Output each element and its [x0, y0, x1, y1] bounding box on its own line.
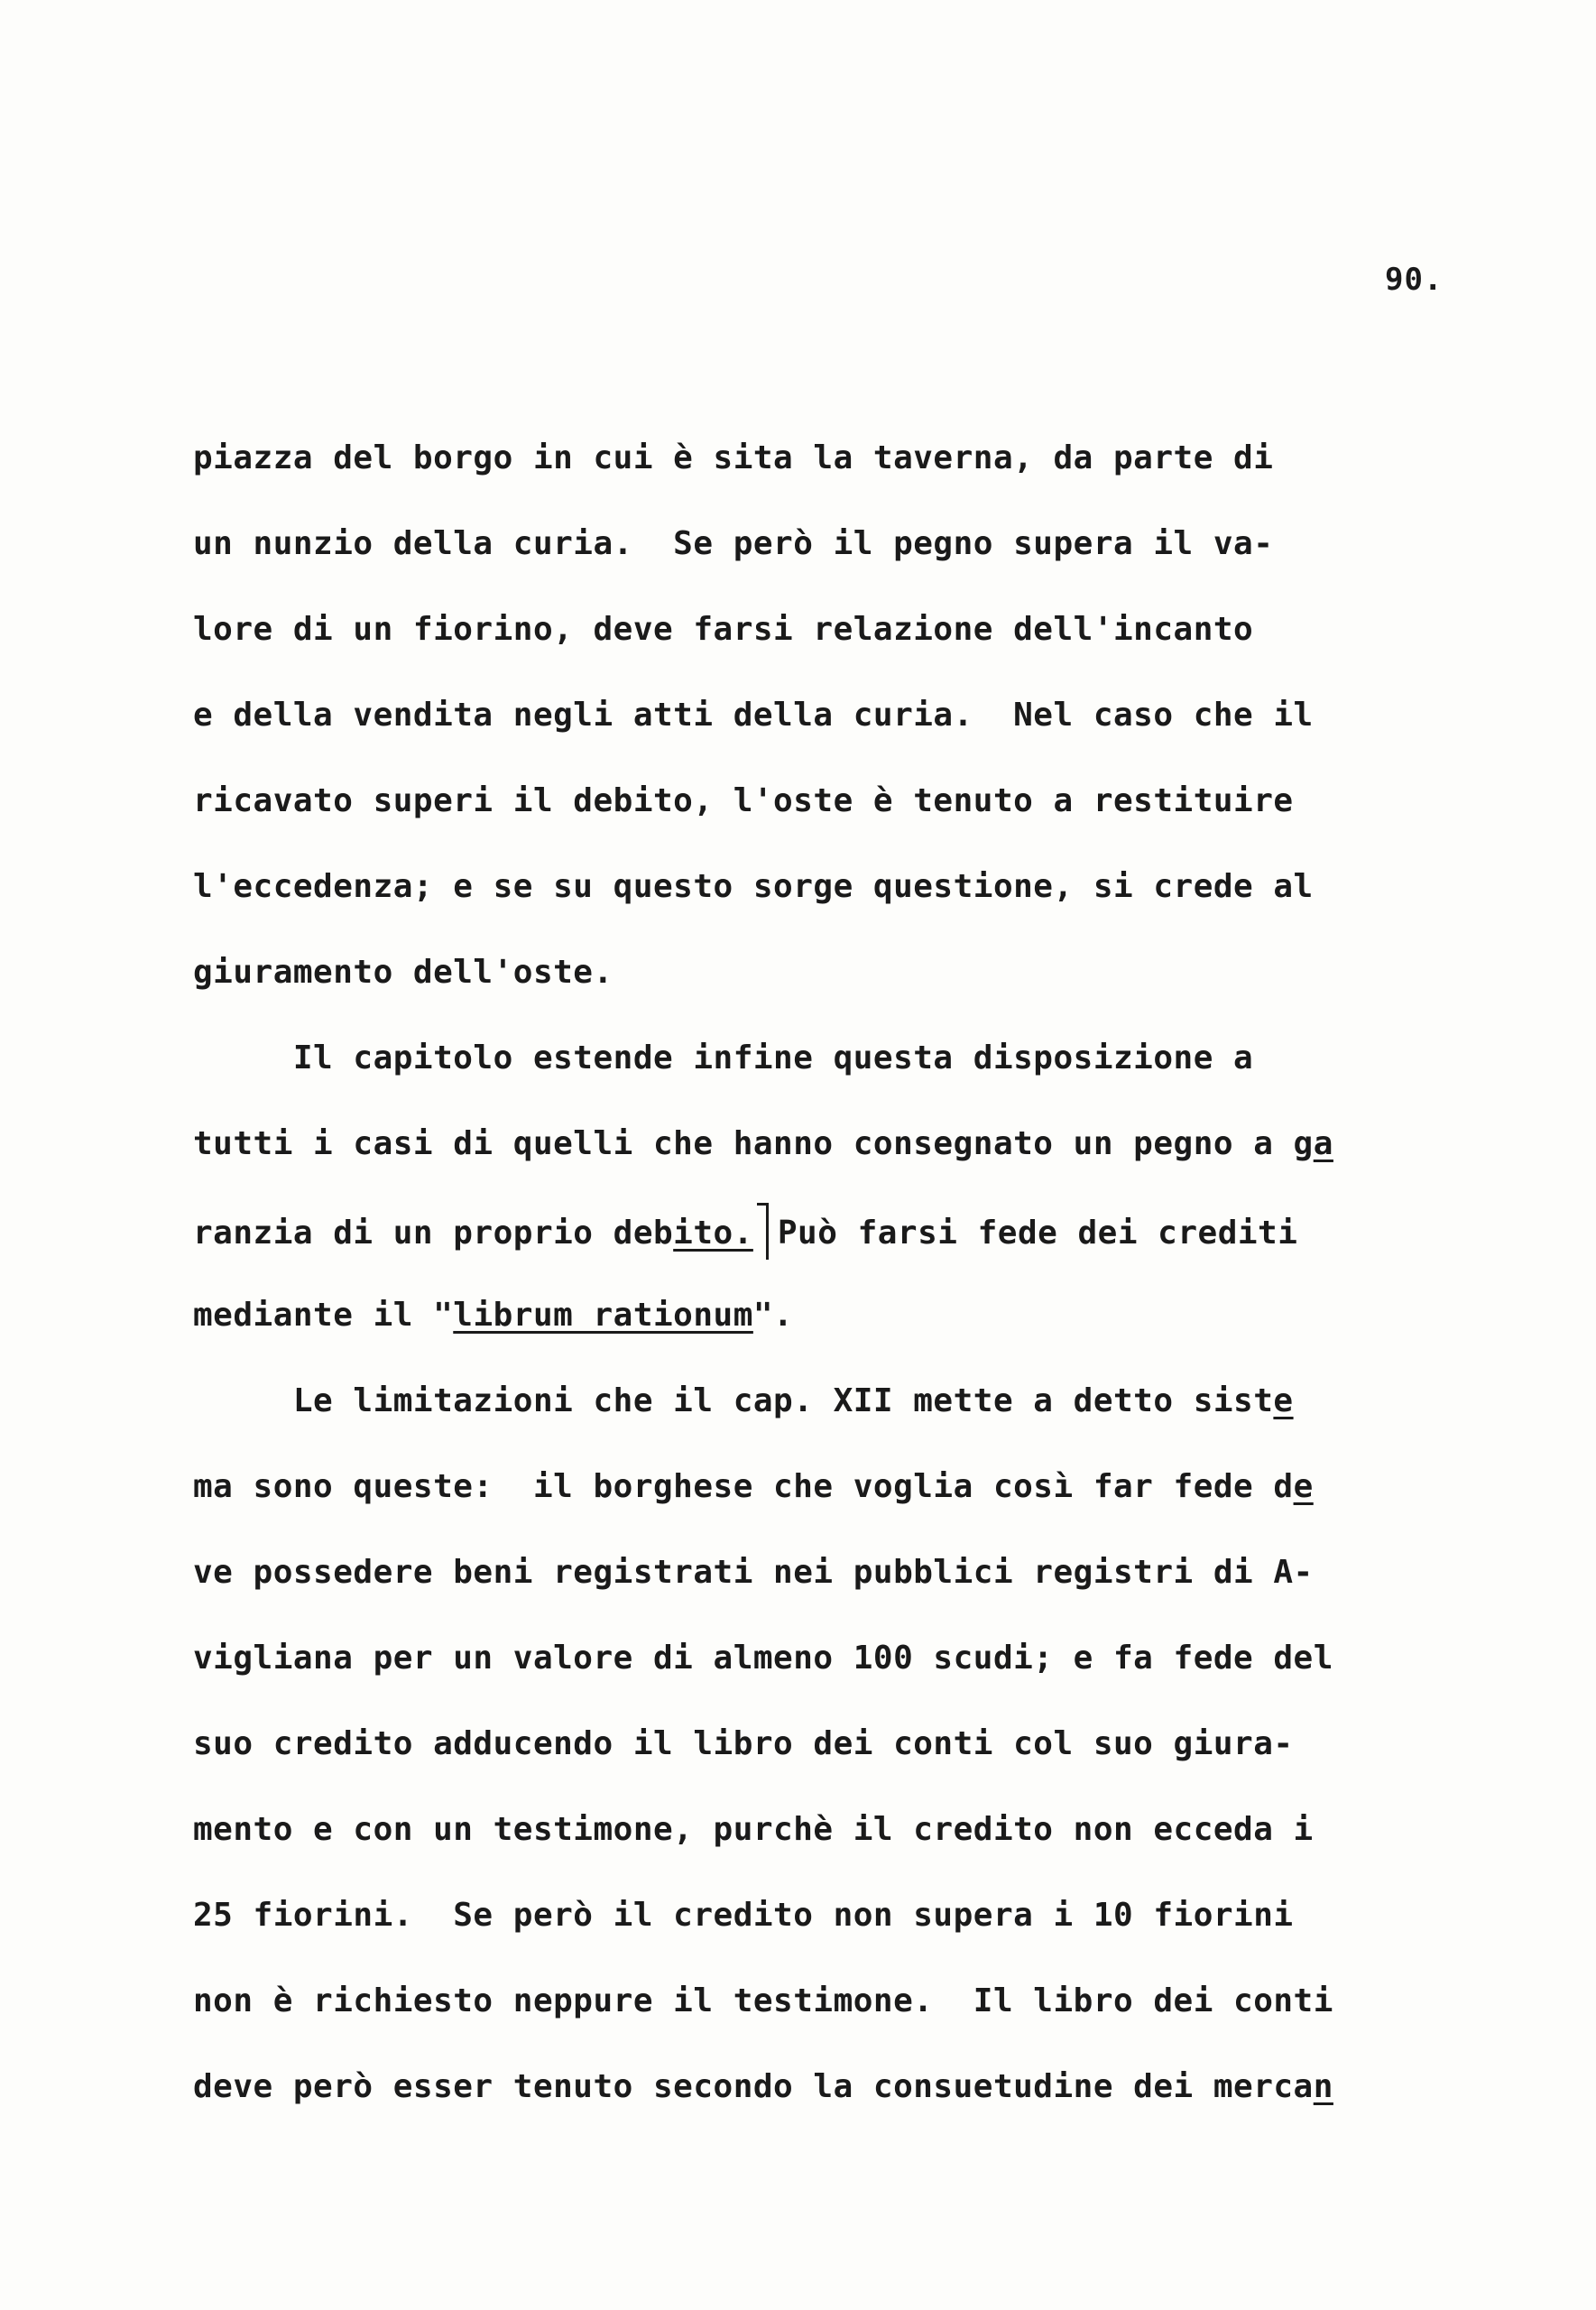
body-text: [193, 431, 1456, 2146]
underlined-text: ito.: [673, 1215, 753, 1252]
text-line: [193, 1374, 1456, 1460]
text-line: [193, 1117, 1456, 1203]
text-line: un nunzio della curia. Se però il pegno supera il va-: [193, 525, 1274, 562]
text-line: giuramento dell'oste.: [193, 954, 613, 991]
text-line: ricavato superi il debito, l'oste è tenuto a restituire: [193, 782, 1294, 819]
text-line: vigliana per un valore di almeno 100 scudi; e fa fede del: [193, 1640, 1333, 1677]
text-segment: deve però esser tenuto secondo la consuetudine dei merca: [193, 2068, 1314, 2105]
text-segment: tutti i casi di quelli che hanno consegnato un pegno a g: [193, 1125, 1314, 1162]
text-segment: ranzia di un proprio deb: [193, 1215, 674, 1252]
text-line: [193, 1289, 1456, 1374]
text-line: non è richiesto neppure il testimone. Il libro dei conti: [193, 1982, 1333, 2019]
text-segment: Può farsi fede dei crediti: [777, 1215, 1298, 1252]
text-line: mento e con un testimone, purchè il credito non ecceda i: [193, 1811, 1314, 1848]
underlined-text: librum rationum: [453, 1297, 753, 1334]
text-line: ve possedere beni registrati nei pubblici registri di A-: [193, 1554, 1314, 1591]
text-segment: ".: [752, 1297, 794, 1334]
text-line: suo credito adducendo il libro dei conti col suo giura-: [193, 1725, 1294, 1762]
text-line: lore di un fiorino, deve farsi relazione dell'incanto: [193, 611, 1254, 648]
text-segment: ma sono queste: il borghese che voglia così far fede d: [193, 1468, 1294, 1505]
text-segment: Le limitazioni che il cap. XII mette a detto sist: [193, 1382, 1274, 1419]
text-line: 25 fiorini. Se però il credito non supera i 10 fiorini: [193, 1897, 1294, 1934]
text-line: Il capitolo estende infine questa disposizione a: [193, 1040, 1254, 1076]
text-line: [193, 2060, 1456, 2146]
text-line: [193, 1460, 1456, 1546]
editorial-bracket-mark: [757, 1203, 769, 1260]
underlined-letter: a: [1313, 1125, 1333, 1162]
text-line: piazza del borgo in cui è sita la taverna, da parte di: [193, 439, 1274, 476]
text-line: e della vendita negli atti della curia. Nel caso che il: [193, 697, 1314, 734]
text-line: [193, 1203, 1456, 1289]
underlined-letter: e: [1293, 1468, 1314, 1505]
underlined-letter: e: [1273, 1382, 1294, 1419]
page-number: 90.: [1385, 262, 1444, 298]
text-segment: mediante il ": [193, 1297, 454, 1334]
text-line: l'eccedenza; e se su questo sorge questione, si crede al: [193, 868, 1314, 905]
underlined-letter: n: [1313, 2068, 1333, 2105]
